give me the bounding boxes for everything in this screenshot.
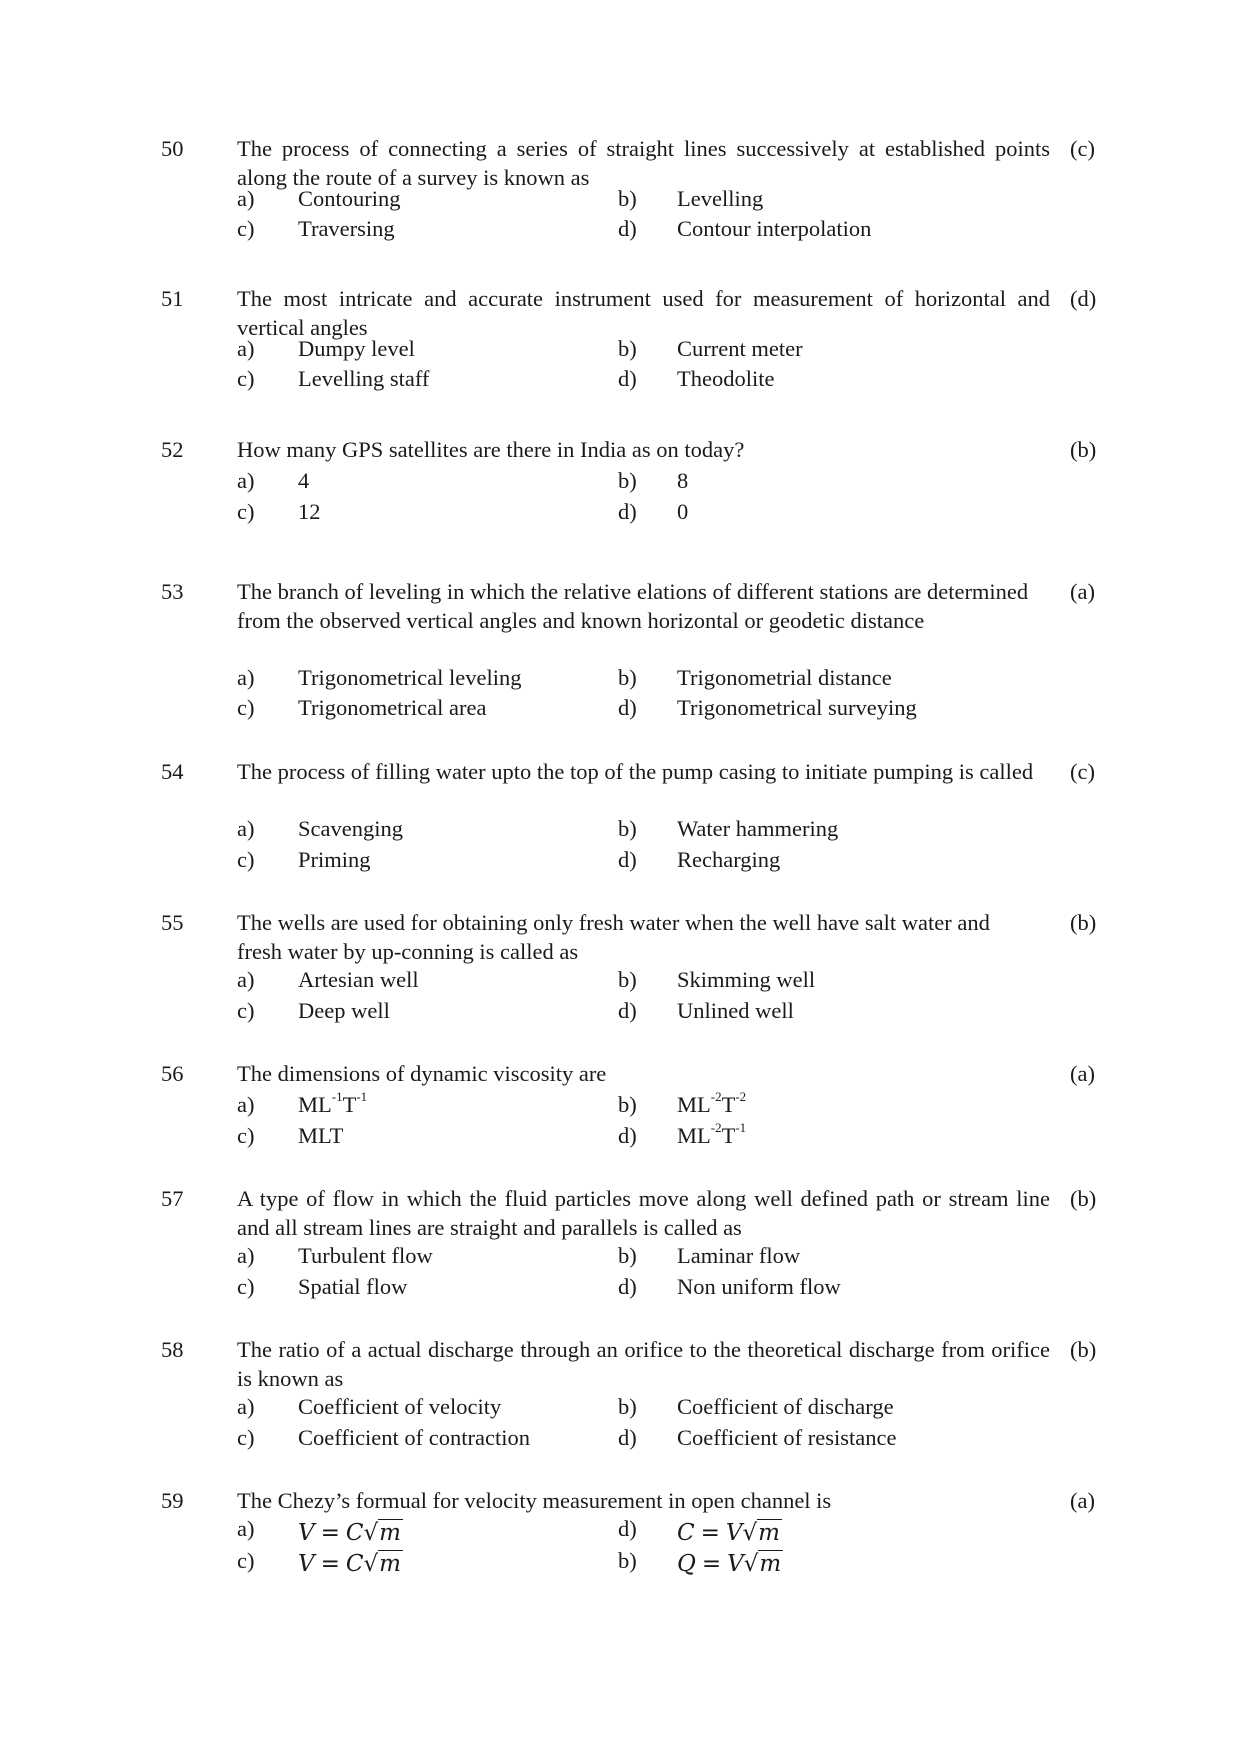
option-d-text: Recharging (677, 847, 781, 872)
option-d-letter: d) (618, 216, 637, 241)
option-b-letter: b) (618, 665, 637, 690)
option-d-letter: d) (618, 847, 637, 872)
answer-key: (b) (1070, 910, 1097, 935)
option-a-text: Scavenging (298, 816, 403, 841)
question-text: The wells are used for obtaining only fresh water when the well have salt water and fresh water by up-conning is called as (237, 910, 990, 964)
option-b-text: Coefficient of discharge (677, 1394, 894, 1419)
option-d-letter: d) (618, 366, 637, 391)
option-a-letter: a) (237, 336, 255, 361)
option-c-text: 12 (298, 499, 321, 524)
option-b-text: Current meter (677, 336, 803, 361)
option-a-text: Trigonometrical leveling (298, 665, 522, 690)
option-b-letter: b) (618, 1243, 637, 1268)
option-a-text: Contouring (298, 186, 401, 211)
option-b-letter: b) (618, 1548, 637, 1573)
option-c-letter: c) (237, 499, 255, 524)
option-d-text: Non uniform flow (677, 1274, 841, 1299)
option-a-letter: a) (237, 816, 255, 841)
answer-key: (a) (1070, 579, 1095, 604)
option-c-text: Spatial flow (298, 1274, 408, 1299)
option-c-letter: c) (237, 366, 255, 391)
option-d-letter: d) (618, 695, 637, 720)
option-b-letter: b) (618, 186, 637, 211)
option-b-formula: Q = V√m (677, 1551, 782, 1577)
question-text: How many GPS satellites are there in India as on today? (237, 437, 745, 462)
option-d-letter: d) (618, 499, 637, 524)
option-d-formula: C = V√m (677, 1520, 780, 1546)
question-number: 54 (161, 759, 184, 784)
option-a-letter: a) (237, 186, 255, 211)
option-c-letter: c) (237, 216, 255, 241)
option-b-letter: b) (618, 468, 637, 493)
option-a-letter: a) (237, 1394, 255, 1419)
question-number: 51 (161, 286, 184, 311)
option-b-text: $ML^{-2}T^{-2}$ (677, 1088, 747, 1117)
option-d-letter: d) (618, 1516, 637, 1541)
option-a-letter: a) (237, 1092, 255, 1117)
answer-key: (c) (1070, 136, 1095, 161)
option-c-text: Levelling staff (298, 366, 430, 391)
question-text: The process of filling water upto the top of the pump casing to initiate pumping is called (237, 759, 1034, 784)
answer-key: (d) (1070, 286, 1097, 311)
option-b-text: Levelling (677, 186, 764, 211)
answer-key: (c) (1070, 759, 1095, 784)
question-text: The process of connecting a series of straight lines successively at established points along the route of a survey is known as (237, 136, 1050, 190)
option-d-letter: d) (618, 1123, 637, 1148)
question-number: 59 (161, 1488, 184, 1513)
question-text: The Chezy’s formual for velocity measurement in open channel is (237, 1488, 832, 1513)
answer-key: (b) (1070, 1186, 1097, 1211)
option-b-letter: b) (618, 1394, 637, 1419)
question-number: 55 (161, 910, 184, 935)
option-b-letter: b) (618, 816, 637, 841)
option-d-letter: d) (618, 1425, 637, 1450)
question-text: The ratio of a actual discharge through an orifice to the theoretical discharge from orifice is known as (237, 1337, 1050, 1391)
option-b-letter: b) (618, 967, 637, 992)
question-text: The branch of leveling in which the relative elations of different stations are determined from the observed vertical angles and known horizontal or geodetic distance (237, 579, 1029, 633)
option-a-text: Coefficient of velocity (298, 1394, 502, 1419)
option-a-text: Artesian well (298, 967, 419, 992)
answer-key: (b) (1070, 437, 1097, 462)
option-a-letter: a) (237, 1243, 255, 1268)
option-c-text: Priming (298, 847, 371, 872)
option-b-letter: b) (618, 1092, 637, 1117)
option-a-text: Dumpy level (298, 336, 415, 361)
option-a-letter: a) (237, 1516, 255, 1541)
option-b-letter: b) (618, 336, 637, 361)
option-c-letter: c) (237, 1274, 255, 1299)
option-a-formula: V = C√m (298, 1520, 401, 1546)
option-b-text: Laminar flow (677, 1243, 801, 1268)
answer-key: (a) (1070, 1488, 1095, 1513)
option-d-letter: d) (618, 1274, 637, 1299)
question-text: The dimensions of dynamic viscosity are (237, 1061, 607, 1086)
option-d-text: $ML^{-2}T^{-1}$ (677, 1119, 747, 1148)
option-b-text: Water hammering (677, 816, 839, 841)
option-a-text: Turbulent flow (298, 1243, 433, 1268)
option-c-letter: c) (237, 1425, 255, 1450)
question-number: 50 (161, 136, 184, 161)
option-a-text: 4 (298, 468, 310, 493)
option-d-text: Theodolite (677, 366, 775, 391)
option-a-letter: a) (237, 665, 255, 690)
option-c-text: MLT (298, 1123, 344, 1148)
answer-key: (a) (1070, 1061, 1095, 1086)
option-a-letter: a) (237, 468, 255, 493)
question-number: 53 (161, 579, 184, 604)
option-d-text: Contour interpolation (677, 216, 872, 241)
option-d-text: Trigonometrical surveying (677, 695, 917, 720)
option-c-letter: c) (237, 998, 255, 1023)
option-c-letter: c) (237, 695, 255, 720)
option-c-formula: V = C√m (298, 1551, 401, 1577)
option-a-letter: a) (237, 967, 255, 992)
option-c-text: Traversing (298, 216, 395, 241)
question-number: 57 (161, 1186, 184, 1211)
option-d-text: Unlined well (677, 998, 794, 1023)
option-b-text: 8 (677, 468, 689, 493)
option-d-text: Coefficient of resistance (677, 1425, 897, 1450)
option-c-text: Coefficient of contraction (298, 1425, 530, 1450)
question-number: 56 (161, 1061, 184, 1086)
question-number: 58 (161, 1337, 184, 1362)
option-a-text: $ML^{-1}T^{-1}$ (298, 1088, 368, 1117)
option-c-letter: c) (237, 1123, 255, 1148)
answer-key: (b) (1070, 1337, 1097, 1362)
option-d-letter: d) (618, 998, 637, 1023)
option-b-text: Skimming well (677, 967, 816, 992)
option-c-letter: c) (237, 847, 255, 872)
option-c-text: Trigonometrical area (298, 695, 487, 720)
question-text: A type of flow in which the fluid particles move along well defined path or stream line and all stream lines are straight and parallels is called as (237, 1186, 1050, 1240)
option-c-letter: c) (237, 1548, 255, 1573)
question-number: 52 (161, 437, 184, 462)
option-d-text: 0 (677, 499, 689, 524)
question-text: The most intricate and accurate instrument used for measurement of horizontal and vertical angles (237, 286, 1050, 340)
option-b-text: Trigonometrial distance (677, 665, 892, 690)
option-c-text: Deep well (298, 998, 390, 1023)
